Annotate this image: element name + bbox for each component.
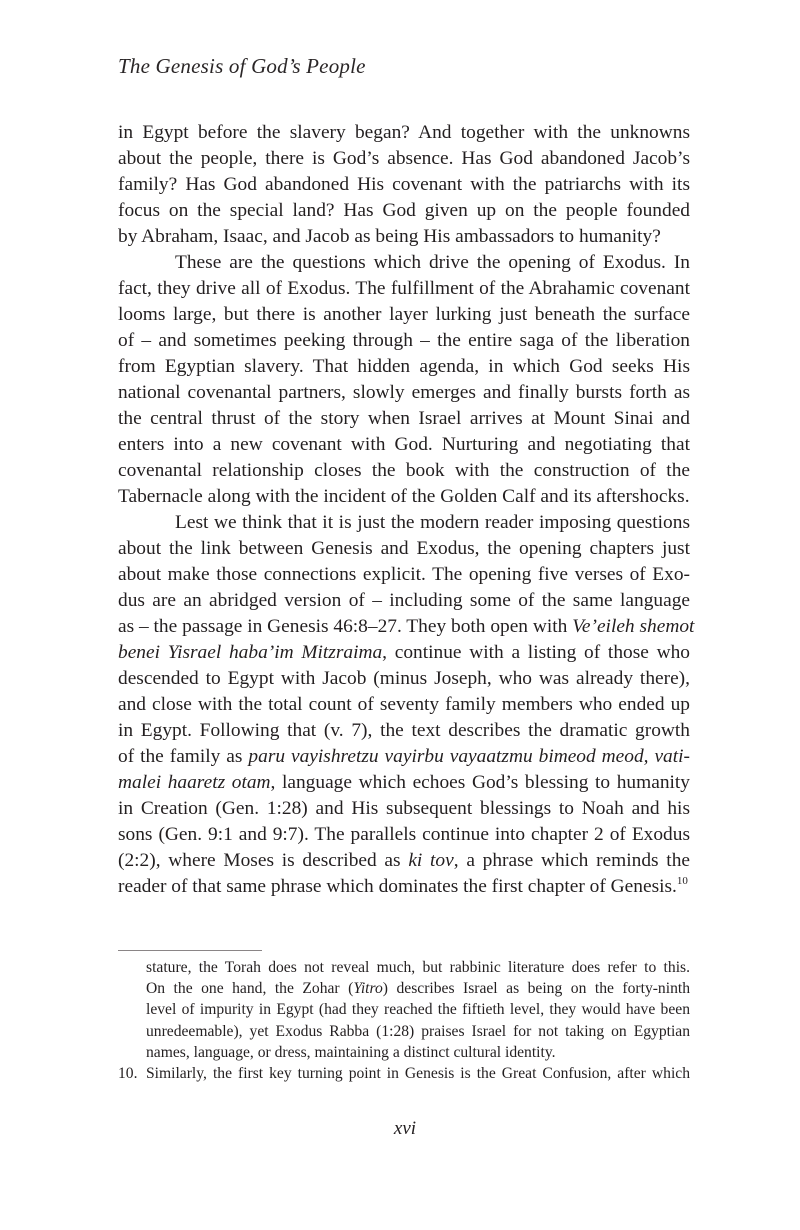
text-line: family? Has God abandoned His covenant with the patriarchs with its — [118, 174, 690, 195]
transliteration: malei haaretz otam — [118, 772, 271, 793]
text-segment: reader of that same phrase which dominates the first chapter of Genesis. — [118, 876, 677, 897]
text-line: Tabernacle along with the incident of the Golden Calf and its aftershocks. — [118, 486, 690, 507]
page-number: xvi — [393, 1118, 417, 1139]
text-segment: , language which echoes God’s blessing to humanity — [270, 772, 690, 793]
footnote-10 — [118, 1063, 690, 1084]
text-line: dus are an abridged version of – including some of the same language — [118, 590, 690, 611]
main-text — [118, 120, 695, 900]
footnote-line: level of impurity in Egypt (had they reached the fiftieth level, they would have been — [146, 1001, 690, 1019]
text-segment: , a phrase which reminds the — [453, 850, 690, 871]
text-line: sons (Gen. 9:1 and 9:7). The parallels continue into chapter 2 of Exodus — [118, 824, 690, 845]
text-segment: On the one hand, the Zohar ( — [146, 980, 354, 998]
text-line: in Egypt. Following that (v. 7), the text describes the dramatic growth — [118, 720, 690, 741]
text-line: fact, they drive all of Exodus. The fulfillment of the Abrahamic covenant — [118, 278, 690, 299]
text-line: covenantal relationship closes the book with the construction of the — [118, 460, 690, 481]
footnote-number: 10. — [118, 1064, 138, 1082]
text-segment: of the family as — [118, 746, 249, 767]
footnote-reference[interactable]: 10 — [676, 875, 688, 887]
text-line: These are the questions which drive the opening of Exodus. In — [175, 252, 690, 273]
text-line: in Egypt before the slavery began? And together with the unknowns — [118, 122, 690, 143]
transliteration: benei Yisrael haba’im Mitzraima — [118, 642, 383, 663]
footnote-divider — [118, 950, 262, 951]
transliteration: paru vayishretzu vayirbu vayaatzmu bimeod meod, vati- — [248, 746, 690, 767]
transliteration: ki tov — [408, 850, 454, 871]
text-line: Lest we think that it is just the modern reader imposing questions — [175, 512, 690, 533]
text-segment: ) describes Israel as being on the forty-ninth — [382, 980, 690, 998]
text-line: national covenantal partners, slowly emerges and finally bursts forth as — [118, 382, 690, 403]
text-line: about the people, there is God’s absence. Has God abandoned Jacob’s — [118, 148, 690, 169]
text-line — [118, 874, 690, 900]
text-line: from Egyptian slavery. That hidden agenda, in which God seeks His — [118, 356, 690, 377]
footnote-text: Similarly, the first key turning point in Genesis is the Great Confusion, after which — [146, 1064, 690, 1082]
text-line — [118, 744, 690, 770]
text-line: by Abraham, Isaac, and Jacob as being His ambassadors to humanity? — [118, 226, 661, 247]
text-segment: (2:2), where Moses is described as — [118, 850, 409, 871]
text-line — [118, 770, 690, 796]
text-segment: as – the passage in Genesis 46:8–27. They both open with — [118, 616, 573, 637]
footnote-line: stature, the Torah does not reveal much, but rabbinic literature does refer to this. — [146, 959, 690, 976]
transliteration: Ve’eileh shemot — [572, 616, 695, 637]
footnotes — [118, 957, 690, 1084]
footnote-line: names, language, or dress, maintaining a distinct cultural identity. — [146, 1043, 556, 1061]
running-head: The Genesis of God’s People — [118, 54, 366, 78]
text-line: about make those connections explicit. The opening five verses of Exo- — [118, 564, 690, 585]
text-line: looms large, but there is another layer lurking just beneath the surface — [118, 304, 690, 325]
text-line: in Creation (Gen. 1:28) and His subsequent blessings to Noah and his — [118, 798, 690, 819]
footnote-line: unredeemable), yet Exodus Rabba (1:28) praises Israel for not taking on Egyptian — [146, 1022, 690, 1040]
footnote-line — [118, 978, 690, 999]
text-line — [118, 614, 695, 640]
text-segment: , continue with a listing of those who — [382, 642, 690, 663]
text-line: and close with the total count of seventy family members who ended up — [118, 694, 690, 715]
text-line — [118, 848, 690, 874]
text-line: focus on the special land? Has God given up on the people founded — [118, 200, 690, 221]
text-line — [118, 640, 690, 666]
work-title: Yitro — [353, 980, 383, 998]
text-line: about the link between Genesis and Exodus, the opening chapters just — [118, 538, 690, 559]
text-line: of – and sometimes peeking through – the entire saga of the liberation — [118, 330, 690, 351]
text-line: the central thrust of the story when Israel arrives at Mount Sinai and — [118, 408, 690, 429]
text-line: enters into a new covenant with God. Nurturing and negotiating that — [118, 434, 690, 455]
text-line: descended to Egypt with Jacob (minus Joseph, who was already there), — [118, 668, 690, 689]
